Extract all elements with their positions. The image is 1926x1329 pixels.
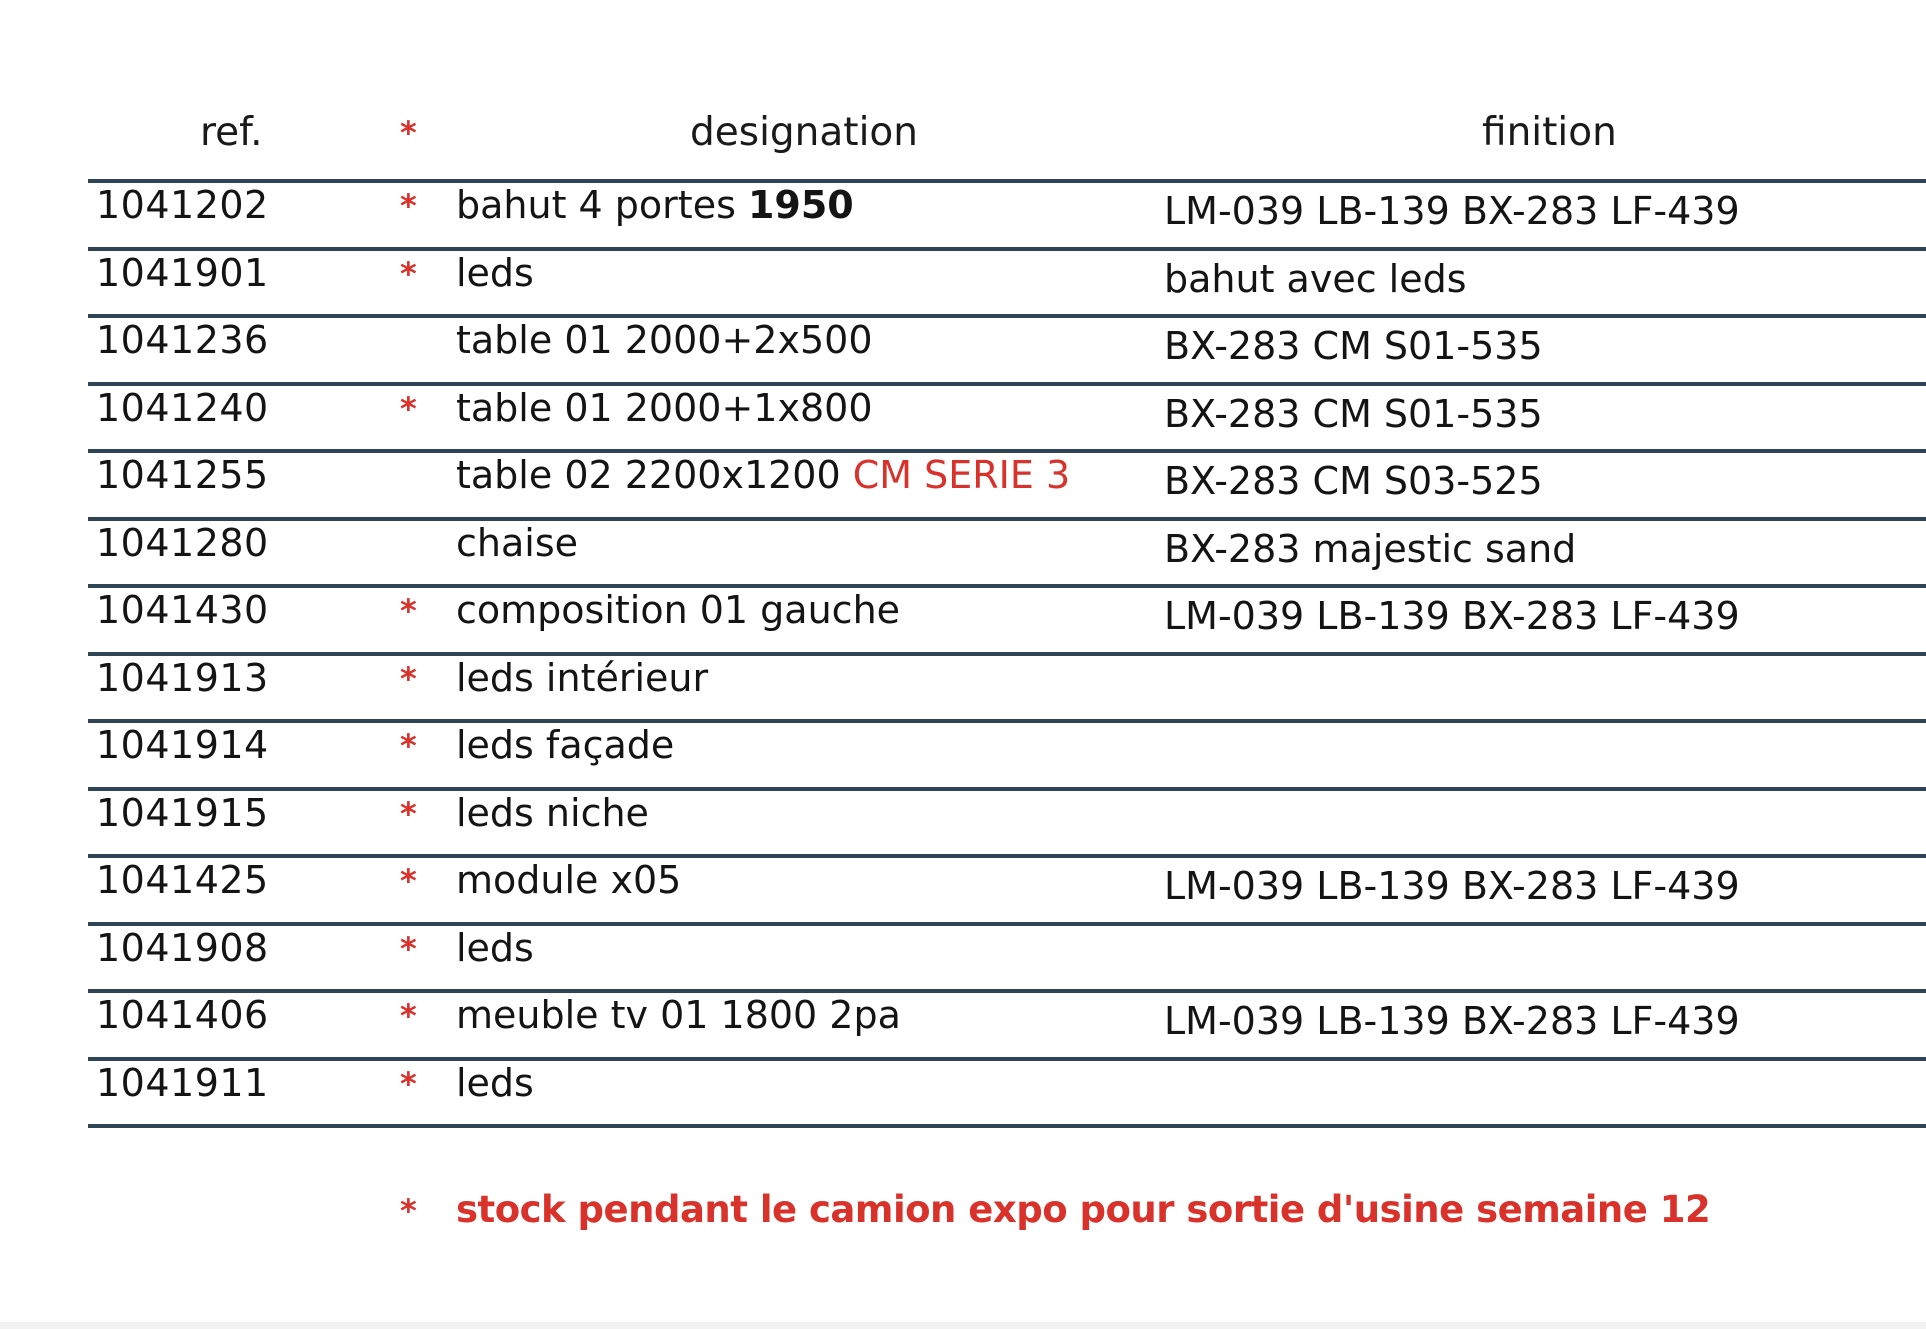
- table-row: [88, 386, 1926, 454]
- row-designation-text: leds niche: [456, 790, 649, 835]
- row-ref: 1041406: [96, 993, 269, 1037]
- page-bottom-edge: [0, 1322, 1926, 1329]
- table-row: [88, 791, 1926, 859]
- table-row: [88, 858, 1926, 926]
- row-finition: BX-283 CM S01-535: [1164, 324, 1543, 368]
- table-row: [88, 453, 1926, 521]
- table-row: [88, 993, 1926, 1061]
- row-designation-text: leds: [456, 925, 534, 970]
- row-designation: [456, 723, 674, 767]
- row-ref: 1041913: [96, 655, 269, 700]
- row-ref: 1041236: [96, 318, 269, 362]
- row-finition: BX-283 CM S03-525: [1164, 459, 1543, 503]
- table-row: [88, 183, 1926, 251]
- row-designation-text: table 01 2000+1x800: [456, 385, 873, 430]
- table-row: [88, 1061, 1926, 1129]
- row-designation-text: leds intérieur: [456, 655, 709, 700]
- row-ref: 1041255: [96, 453, 269, 497]
- row-marker: *: [400, 254, 417, 293]
- row-designation: [456, 993, 901, 1037]
- row-designation: [456, 858, 681, 902]
- row-ref: 1041280: [96, 520, 269, 565]
- column-header-marker: *: [400, 114, 417, 152]
- row-finition: bahut avec leds: [1164, 256, 1467, 301]
- row-ref: 1041430: [96, 588, 269, 632]
- row-marker: *: [400, 794, 417, 833]
- row-marker: *: [400, 187, 417, 225]
- table-header: [88, 108, 1926, 178]
- row-designation-text: leds: [456, 1060, 534, 1105]
- table-row: [88, 251, 1926, 319]
- row-marker: *: [400, 1064, 417, 1103]
- row-designation-text: table 01 2000+2x500: [456, 318, 873, 362]
- row-marker: *: [400, 997, 417, 1035]
- row-ref: 1041425: [96, 858, 269, 902]
- column-header-ref: ref.: [200, 110, 263, 155]
- row-marker: *: [400, 862, 417, 900]
- row-ref: 1041911: [96, 1060, 269, 1105]
- row-ref: 1041240: [96, 385, 269, 430]
- row-designation: [456, 453, 1070, 497]
- row-designation: [456, 251, 534, 295]
- row-designation-red: CM SERIE 3: [852, 453, 1071, 497]
- table-row: [88, 318, 1926, 386]
- row-designation: [456, 656, 708, 700]
- footnote-marker: *: [400, 1192, 417, 1230]
- row-designation-text: chaise: [456, 520, 578, 565]
- row-marker: *: [400, 592, 417, 630]
- row-designation-bold: 1950: [747, 183, 854, 227]
- row-ref: 1041202: [96, 183, 269, 227]
- row-finition: BX-283 majestic sand: [1164, 526, 1577, 571]
- row-designation-text: meuble tv 01 1800 2pa: [456, 993, 901, 1037]
- footnote: [400, 1188, 1800, 1248]
- row-designation: [456, 791, 649, 835]
- row-designation: [456, 386, 873, 430]
- row-ref: 1041915: [96, 790, 269, 835]
- row-finition: LM-039 LB-139 BX-283 LF-439: [1164, 189, 1740, 233]
- row-designation-text: table 02 2200x1200: [456, 453, 853, 497]
- row-designation: [456, 926, 534, 970]
- table-row: [88, 723, 1926, 791]
- row-ref: 1041908: [96, 925, 269, 970]
- row-marker: *: [400, 727, 417, 765]
- table-row: [88, 656, 1926, 724]
- row-finition: LM-039 LB-139 BX-283 LF-439: [1164, 864, 1740, 908]
- row-marker: *: [400, 389, 417, 428]
- row-ref: 1041914: [96, 723, 269, 767]
- row-marker: *: [400, 659, 417, 698]
- row-designation: [456, 588, 900, 632]
- row-designation: [456, 318, 873, 362]
- product-table: [88, 179, 1926, 1128]
- row-marker: *: [400, 929, 417, 968]
- row-finition: LM-039 LB-139 BX-283 LF-439: [1164, 999, 1740, 1043]
- row-designation: [456, 183, 854, 227]
- row-ref: 1041901: [96, 250, 269, 295]
- column-header-finition: finition: [1482, 110, 1617, 155]
- row-designation: [456, 1061, 534, 1105]
- table-row: [88, 521, 1926, 589]
- table-row: [88, 926, 1926, 994]
- footnote-text: stock pendant le camion expo pour sortie d'usine semaine 12: [456, 1188, 1711, 1231]
- row-designation-text: leds: [456, 250, 534, 295]
- row-designation: [456, 521, 578, 565]
- row-finition: LM-039 LB-139 BX-283 LF-439: [1164, 594, 1740, 638]
- row-designation-text: module x05: [456, 858, 682, 902]
- row-designation-text: leds façade: [456, 723, 675, 767]
- row-finition: BX-283 CM S01-535: [1164, 391, 1543, 436]
- column-header-designation: designation: [690, 110, 918, 155]
- table-row: [88, 588, 1926, 656]
- row-designation-text: bahut 4 portes: [456, 183, 748, 227]
- row-designation-text: composition 01 gauche: [456, 588, 901, 632]
